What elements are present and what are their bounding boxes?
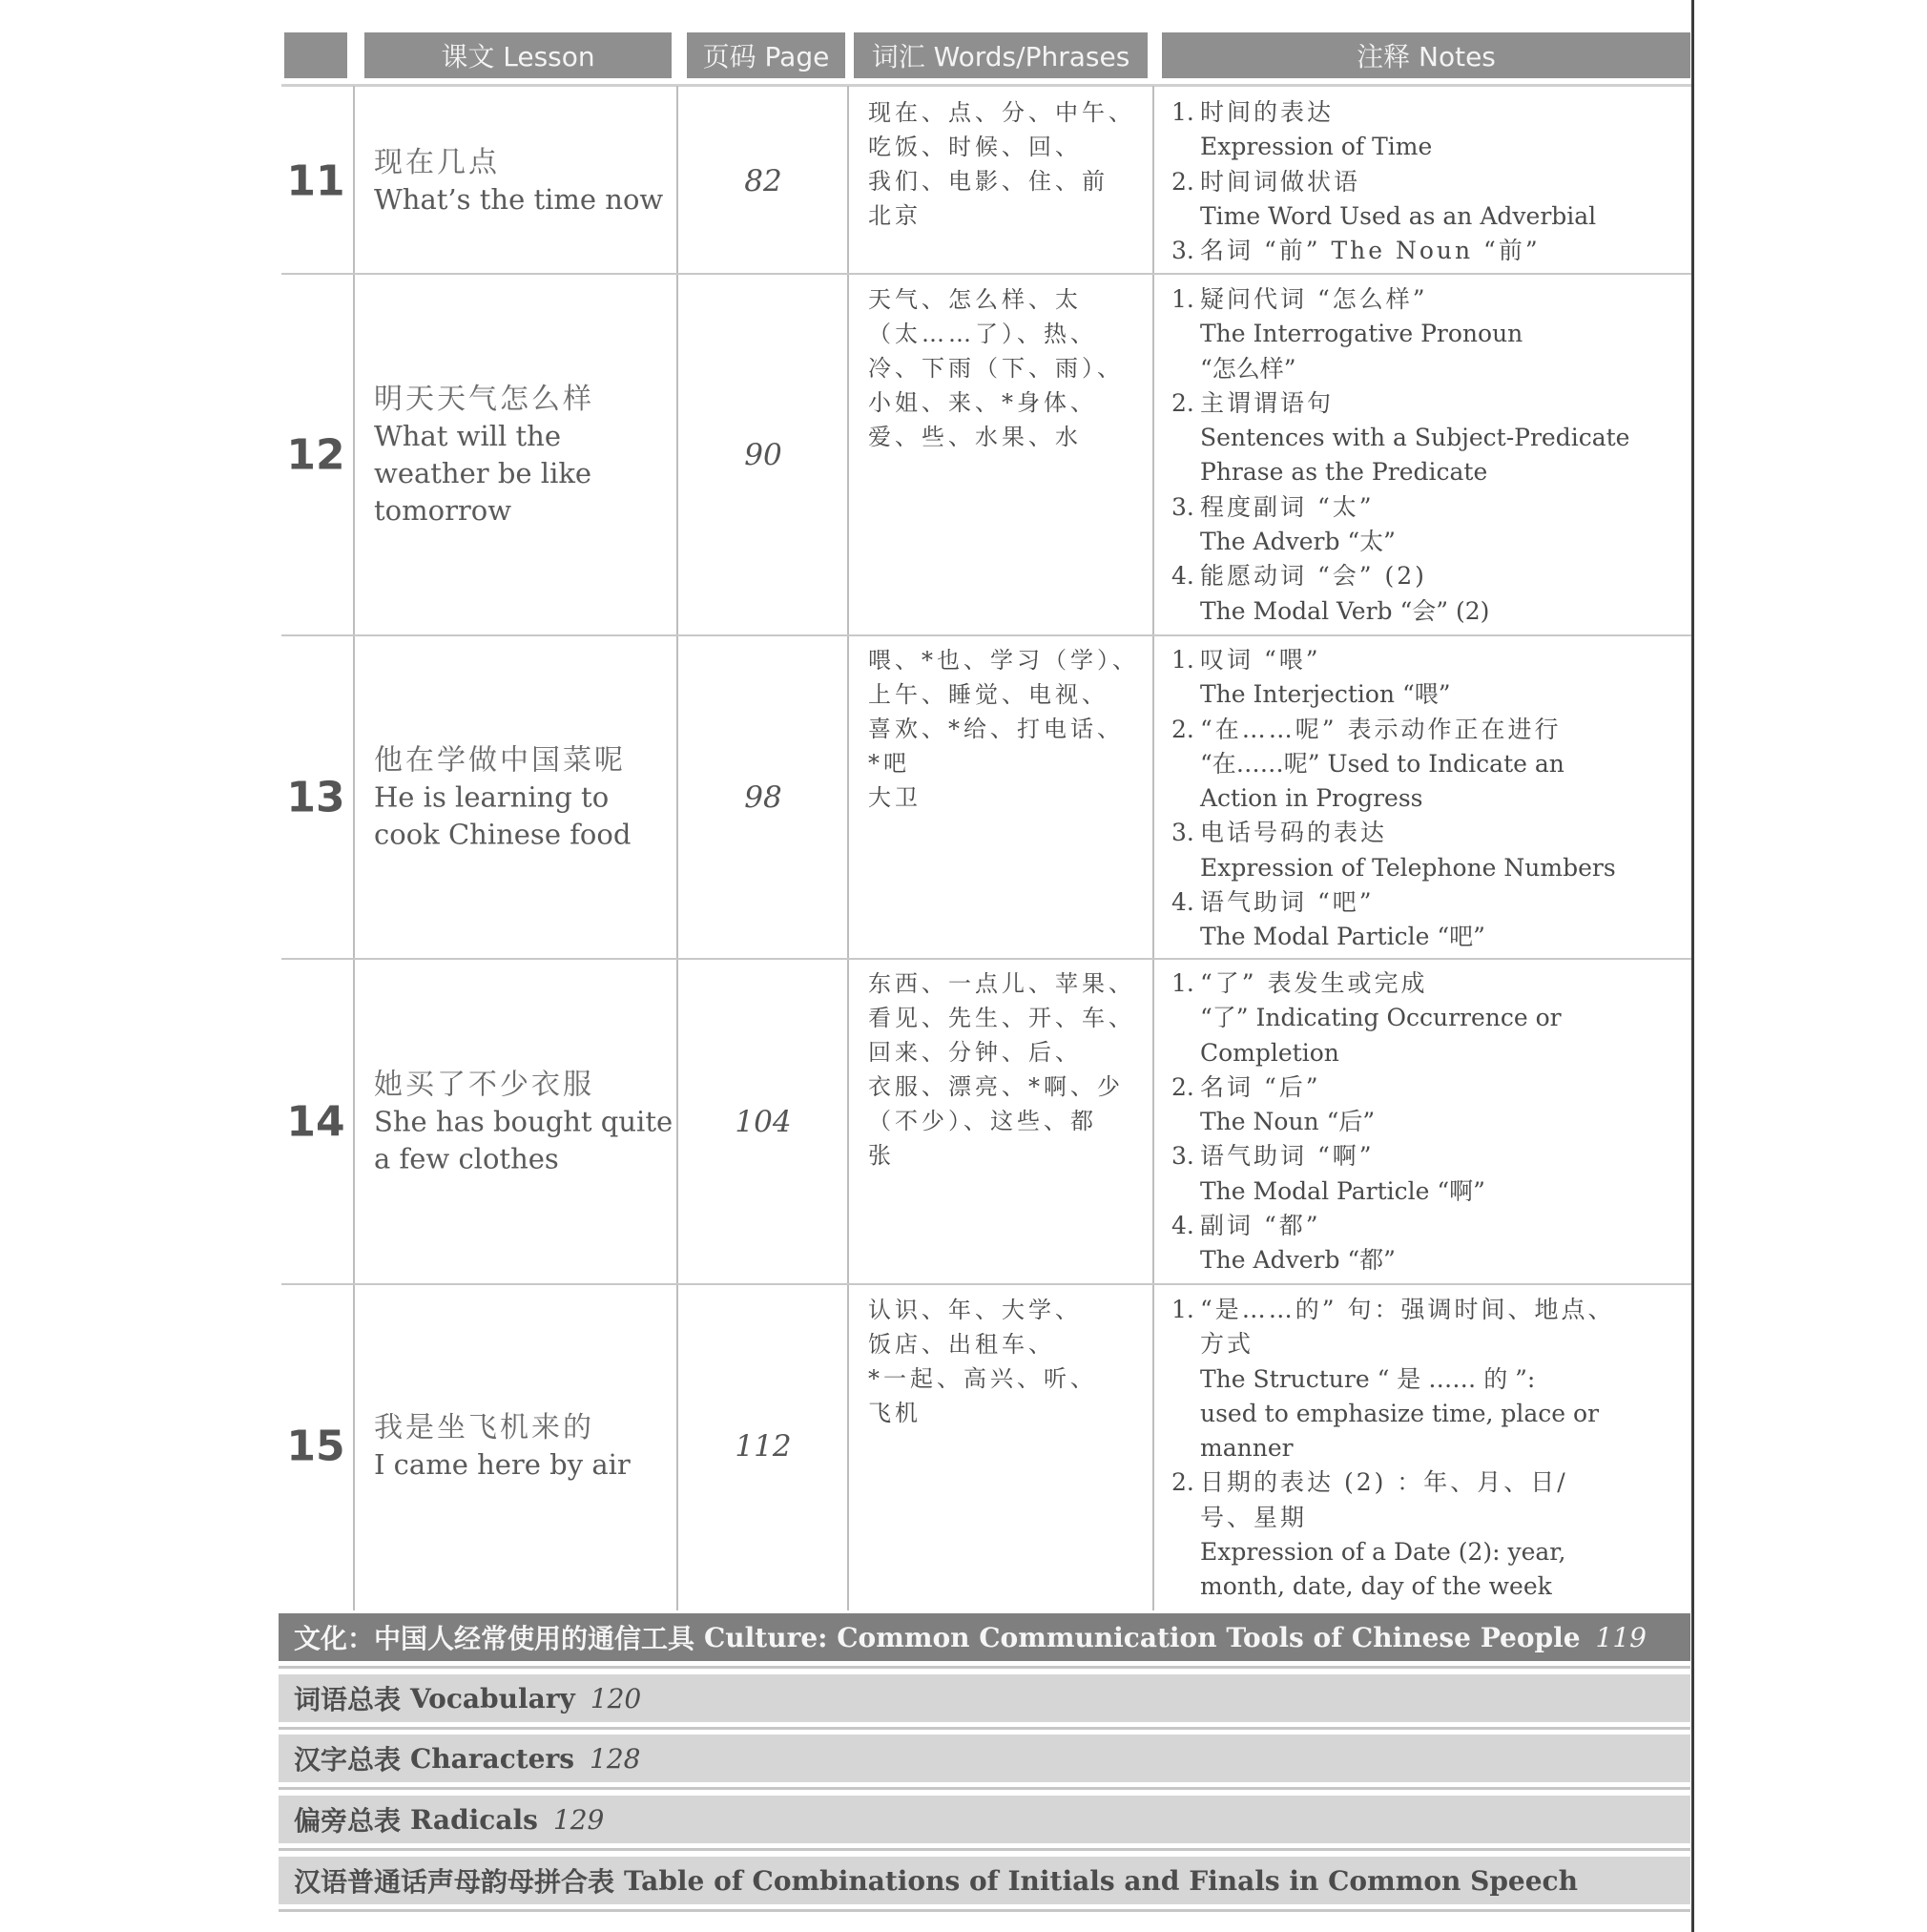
lesson-title [374, 144, 679, 218]
words-line: *一起、高兴、听、 [868, 1365, 1097, 1392]
note-english: The Adverb “太” [1200, 528, 1396, 556]
lesson-title-chinese: 我是坐飞机来的 [374, 1411, 594, 1444]
note-item [1171, 643, 1687, 713]
words-line: 张 [868, 1142, 895, 1169]
note-english: Phrase as the Predicate [1200, 458, 1488, 487]
note-index: 1. [1171, 98, 1194, 126]
lesson-words-list [868, 1293, 1154, 1430]
appendix-page: 119 [1595, 1621, 1647, 1653]
lesson-title-english: What will the weather be like tomorrow [374, 420, 592, 527]
lesson-number: 14 [286, 1097, 345, 1147]
appendix-initials-finals-table[interactable] [279, 1857, 1690, 1904]
note-english: The Adverb “都” [1200, 1246, 1396, 1275]
lesson-notes [1171, 966, 1687, 1278]
lesson-title-chinese: 现在几点 [374, 146, 500, 179]
note-index: 2. [1171, 1468, 1194, 1497]
note-item [1171, 559, 1687, 629]
appendix-page: 129 [552, 1803, 605, 1836]
note-chinese: 叹词 “喂” [1200, 646, 1321, 674]
note-english: The Noun “后” [1200, 1108, 1376, 1136]
column-divider [353, 86, 355, 1610]
page-edge-rule [1691, 0, 1694, 1932]
row-divider [281, 1283, 1691, 1285]
note-chinese: 方式 [1200, 1330, 1254, 1359]
note-english: The Interjection “喂” [1200, 680, 1451, 709]
note-item [1171, 282, 1687, 386]
note-chinese: “了” 表发生或完成 [1200, 969, 1428, 997]
note-chinese: 主谓谓语句 [1200, 388, 1335, 417]
lesson-words-list [868, 282, 1154, 454]
note-item [1171, 490, 1687, 560]
note-english: manner [1200, 1434, 1294, 1463]
words-line: 爱、些、水果、水 [868, 424, 1082, 450]
note-index: 2. [1171, 715, 1194, 743]
lesson-page-number: 104 [735, 1105, 792, 1139]
note-index: 1. [1171, 969, 1194, 997]
note-index: 2. [1171, 388, 1194, 417]
note-chinese: 名词 “前” The Noun “前” [1200, 237, 1541, 265]
row-divider [281, 634, 1691, 636]
note-index: 4. [1171, 1212, 1194, 1240]
appendix-chinese: 汉字总表 [294, 1744, 402, 1776]
note-chinese: 语气助词 “啊” [1200, 1142, 1375, 1171]
note-chinese: 电话号码的表达 [1200, 819, 1388, 847]
note-english: The Structure “ 是 …… 的 ”: [1200, 1364, 1536, 1393]
words-line: 吃饭、时候、回、 [868, 134, 1082, 160]
note-chinese: “在……呢” 表示动作正在进行 [1200, 715, 1562, 743]
note-english: Expression of Telephone Numbers [1200, 853, 1616, 882]
words-line: *吧 [868, 750, 910, 777]
note-item [1171, 1139, 1687, 1209]
note-chinese: 能愿动词 “会” (2) [1200, 562, 1427, 591]
note-item [1171, 885, 1687, 955]
lesson-title-english: I came here by air [374, 1448, 631, 1481]
lesson-notes [1171, 282, 1687, 629]
words-line: 回来、分钟、后、 [868, 1039, 1082, 1066]
note-english: “了” Indicating Occurrence or [1200, 1004, 1562, 1032]
note-item [1171, 1465, 1687, 1604]
appendix-culture[interactable] [279, 1613, 1690, 1661]
note-english: “怎么样” [1200, 354, 1296, 383]
note-english: Completion [1200, 1038, 1339, 1067]
note-english: Expression of Time [1200, 133, 1433, 161]
words-line: 小姐、来、*身体、 [868, 389, 1097, 416]
lesson-title [374, 1409, 679, 1484]
note-english: Time Word Used as an Adverbial [1200, 201, 1597, 230]
note-english: Sentences with a Subject-Predicate [1200, 424, 1630, 452]
note-chinese: 时间的表达 [1200, 98, 1335, 126]
note-item [1171, 1293, 1687, 1465]
words-line: 喂、*也、学习（学）、 [868, 647, 1139, 674]
note-chinese: 名词 “后” [1200, 1072, 1321, 1101]
appendix-chinese: 词语总表 [294, 1684, 402, 1715]
note-item [1171, 816, 1687, 885]
note-chinese: 日期的表达 (2) ：年、月、日/ [1200, 1468, 1568, 1497]
appendix-chinese: 偏旁总表 [294, 1805, 402, 1837]
note-chinese: 程度副词 “太” [1200, 492, 1375, 521]
lesson-title [374, 1067, 679, 1178]
lesson-title-chinese: 明天天气怎么样 [374, 383, 594, 416]
note-index: 1. [1171, 646, 1194, 674]
words-line: 冷、下雨（下、雨）、 [868, 355, 1124, 382]
appendix-english: Characters [410, 1742, 575, 1775]
appendix-characters[interactable] [279, 1735, 1690, 1782]
appendix-english: Culture: Common Communication Tools of Chinese People [704, 1621, 1581, 1653]
words-line: 北京 [868, 202, 922, 229]
note-chinese: 时间词做状语 [1200, 167, 1361, 196]
words-line: 上午、睡觉、电视、 [868, 681, 1109, 708]
words-line: 认识、年、大学、 [868, 1297, 1082, 1323]
note-item [1171, 234, 1687, 268]
note-english: Action in Progress [1200, 784, 1423, 813]
lesson-number: 12 [286, 430, 345, 480]
lesson-page-number: 112 [735, 1429, 792, 1464]
header-page: 页码 Page [687, 32, 845, 78]
lesson-page-number: 98 [744, 780, 782, 815]
note-index: 1. [1171, 285, 1194, 313]
appendix-english: Table of Combinations of Initials and Finals in Common Speech [624, 1864, 1578, 1897]
lesson-words-list [868, 966, 1154, 1173]
lesson-number: 15 [286, 1422, 345, 1471]
appendix-divider [279, 1727, 1690, 1730]
words-line: 飞机 [868, 1400, 922, 1426]
row-divider [281, 273, 1691, 275]
appendix-vocabulary[interactable] [279, 1674, 1690, 1722]
note-item [1171, 713, 1687, 817]
appendix-divider [279, 1666, 1690, 1669]
lesson-title-chinese: 她买了不少衣服 [374, 1068, 594, 1102]
appendix-divider [279, 1848, 1690, 1851]
appendix-page: 128 [590, 1742, 641, 1775]
note-index: 4. [1171, 888, 1194, 917]
words-line: （不少）、这些、都 [868, 1108, 1097, 1134]
note-item [1171, 95, 1687, 165]
note-item [1171, 1070, 1687, 1140]
appendix-radicals[interactable] [279, 1796, 1690, 1843]
note-index: 2. [1171, 167, 1194, 196]
header-number-cell [284, 32, 347, 78]
note-item [1171, 165, 1687, 235]
note-index: 1. [1171, 1296, 1194, 1323]
note-index: 3. [1171, 492, 1194, 521]
appendix-english: Vocabulary [410, 1682, 575, 1714]
note-item [1171, 966, 1687, 1070]
words-line: 喜欢、*给、打电话、 [868, 716, 1124, 742]
words-line: 饭店、出租车、 [868, 1331, 1055, 1358]
words-line: （太……了）、热、 [868, 321, 1097, 347]
note-chinese: 语气助词 “吧” [1200, 888, 1375, 917]
lesson-title-english: She has bought quite a few clothes [374, 1105, 673, 1175]
words-line: 看见、先生、开、车、 [868, 1005, 1135, 1031]
lesson-number: 13 [286, 773, 345, 822]
note-index: 3. [1171, 819, 1194, 847]
note-item [1171, 1209, 1687, 1278]
note-english: Expression of a Date (2): year, [1200, 1538, 1566, 1567]
lesson-notes [1171, 1293, 1687, 1605]
lesson-notes [1171, 643, 1687, 955]
appendix-divider [279, 1909, 1690, 1912]
words-line: 天气、怎么样、太 [868, 286, 1082, 313]
column-divider [847, 86, 849, 1610]
words-line: 衣服、漂亮、*啊、少 [868, 1073, 1124, 1100]
header-notes: 注释 Notes [1162, 32, 1690, 78]
note-item [1171, 386, 1687, 490]
note-english: used to emphasize time, place or [1200, 1399, 1600, 1427]
header-lesson: 课文 Lesson [364, 32, 672, 78]
appendix-chinese: 汉语普通话声母韵母拼合表 [294, 1866, 615, 1898]
lesson-words-list [868, 95, 1154, 233]
lesson-title-english: What’s the time now [374, 183, 664, 216]
note-index: 2. [1171, 1072, 1194, 1101]
words-line: 大卫 [868, 784, 922, 811]
note-chinese: 副词 “都” [1200, 1212, 1321, 1240]
note-english: The Modal Verb “会” (2) [1200, 596, 1490, 625]
lesson-title [374, 381, 679, 530]
note-chinese: 疑问代词 “怎么样” [1200, 285, 1428, 313]
note-english: The Modal Particle “吧” [1200, 923, 1485, 951]
row-divider [281, 958, 1691, 960]
note-chinese: “是……的” 句：强调时间、地点、 [1200, 1296, 1615, 1323]
note-english: The Modal Particle “啊” [1200, 1176, 1485, 1205]
lesson-page-number: 82 [744, 164, 782, 198]
appendix-divider [279, 1787, 1690, 1790]
words-line: 东西、一点儿、苹果、 [868, 970, 1135, 997]
note-english: The Interrogative Pronoun [1200, 320, 1523, 348]
note-chinese: 号、星期 [1200, 1503, 1308, 1531]
lesson-number: 11 [286, 156, 345, 206]
lesson-words-list [868, 643, 1154, 815]
appendix-english: Radicals [410, 1803, 538, 1836]
note-index: 3. [1171, 1142, 1194, 1171]
note-index: 4. [1171, 562, 1194, 591]
header-words: 词汇 Words/Phrases [854, 32, 1148, 78]
lesson-page-number: 90 [744, 438, 782, 472]
note-english: month, date, day of the week [1200, 1572, 1552, 1601]
note-english: “在……呢” Used to Indicate an [1200, 749, 1564, 778]
lesson-title-chinese: 他在学做中国菜呢 [374, 743, 626, 778]
appendix-chinese: 文化：中国人经常使用的通信工具 [294, 1623, 695, 1654]
note-index: 3. [1171, 237, 1194, 265]
lesson-title [374, 742, 679, 854]
lesson-notes [1171, 95, 1687, 268]
words-line: 现在、点、分、中午、 [868, 99, 1135, 126]
header-divider [281, 84, 1691, 87]
appendix-page: 120 [590, 1682, 642, 1714]
words-line: 我们、电影、住、前 [868, 168, 1109, 195]
lesson-title-english: He is learning to cook Chinese food [374, 780, 632, 851]
